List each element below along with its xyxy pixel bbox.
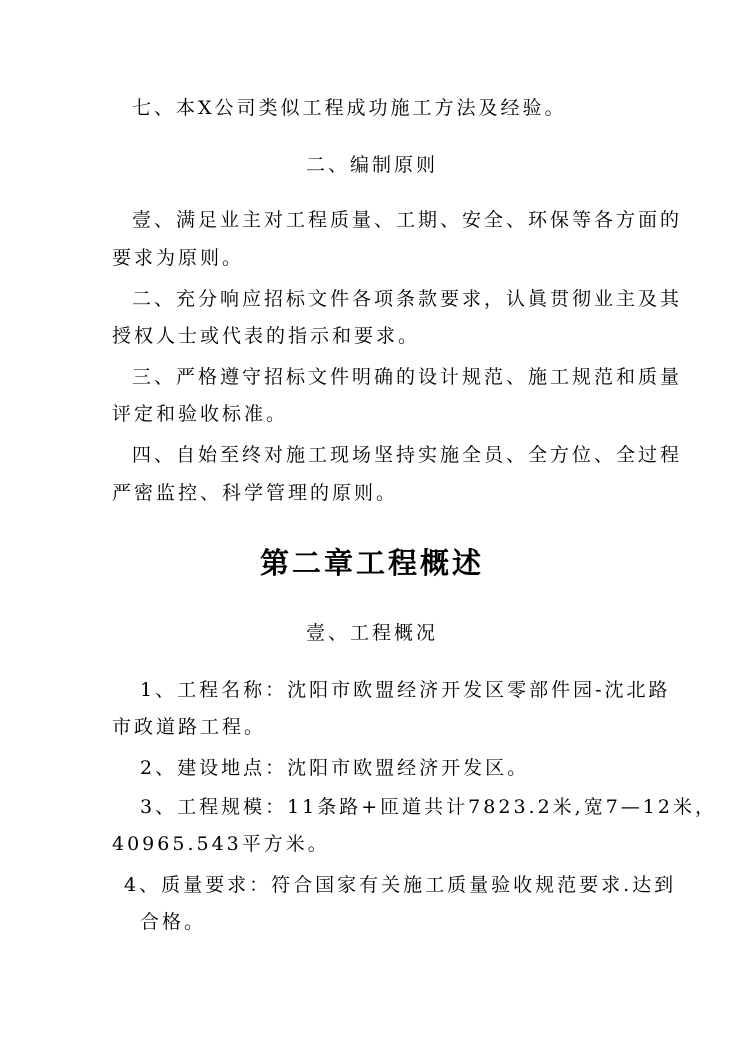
- principle-4-line-1: 四、自始至终对施工现场坚持实施全员、全方位、全过程: [132, 444, 683, 466]
- principle-4-line-2: 严密监控、科学管理的原则。: [112, 482, 399, 504]
- overview-item-2-line-1: 2、建设地点：沈阳市欧盟经济开发区。: [140, 757, 530, 779]
- overview-item-3-line-2: 40965.543平方米。: [112, 833, 330, 855]
- overview-item-3-line-1: 3、工程规模：11条路+匝道共计7823.2米,宽7—12米，: [140, 796, 717, 818]
- chapter-title: 第二章工程概述: [259, 546, 484, 580]
- intro-item-7: 七、本X公司类似工程成功施工方法及经验。: [132, 97, 567, 119]
- overview-item-4-line-1: 4、质量要求：符合国家有关施工质量验收规范要求.达到: [124, 874, 677, 896]
- principle-3-line-1: 三、严格遵守招标文件明确的设计规范、施工规范和质量: [132, 366, 683, 388]
- principle-3-line-2: 评定和验收标准。: [112, 403, 289, 425]
- principle-1-line-2: 要求为原则。: [112, 247, 245, 269]
- section-title-principles: 二、编制原则: [305, 154, 438, 176]
- principle-2-line-2: 授权人士或代表的指示和要求。: [112, 325, 421, 347]
- principle-2-line-1: 二、充分响应招标文件各项条款要求，认眞贯彻业主及其: [132, 288, 683, 310]
- overview-item-1-line-1: 1、工程名称：沈阳市欧盟经济开发区零部件园-沈北路: [140, 679, 671, 701]
- overview-item-4-line-2: 合格。: [140, 911, 207, 933]
- section-title-overview: 壹、工程概况: [305, 622, 438, 644]
- overview-item-1-line-2: 市政道路工程。: [112, 716, 267, 738]
- principle-1-line-1: 壹、满足业主对工程质量、工期、安全、环保等各方面的: [132, 209, 683, 231]
